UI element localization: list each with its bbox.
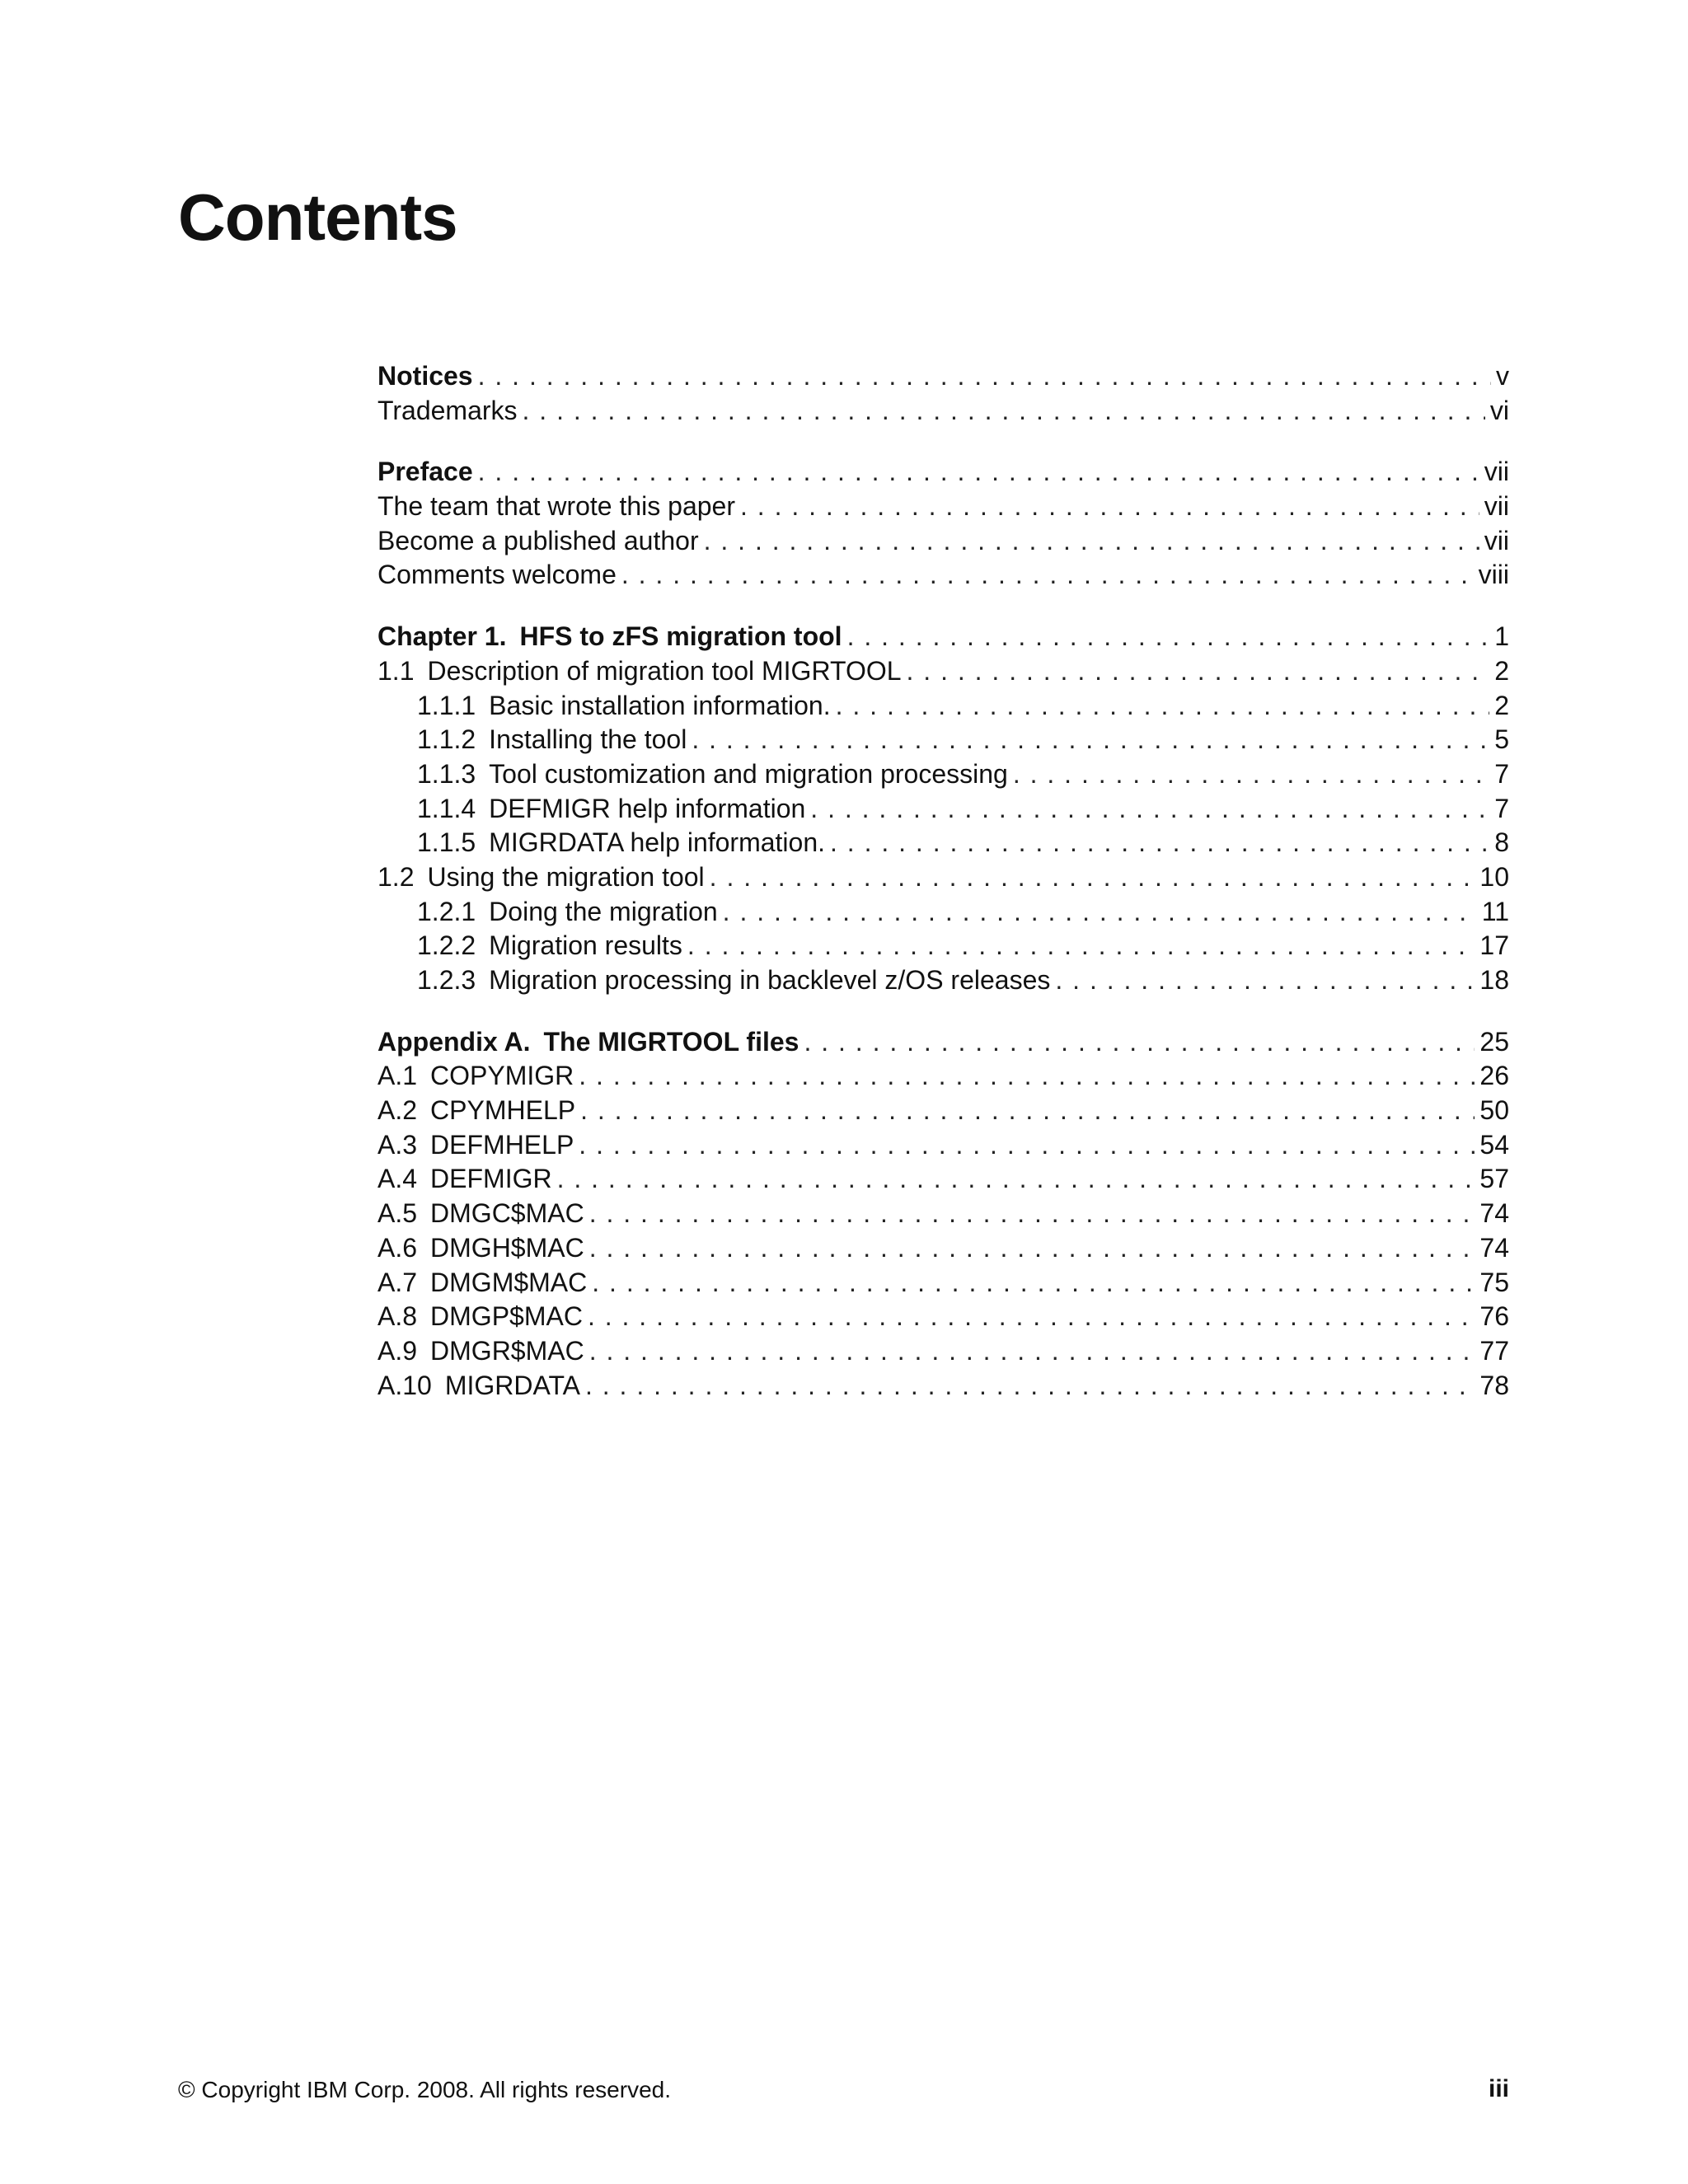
toc-dot-leader — [804, 1025, 1475, 1060]
toc-entry[interactable] — [377, 1369, 1509, 1404]
toc-entry-label: The MIGRTOOL files — [543, 1026, 799, 1057]
toc-entry-page-number: 78 — [1479, 1370, 1509, 1400]
toc-entry-number: A.9 — [377, 1335, 418, 1366]
toc-entry-number: A.5 — [377, 1198, 418, 1229]
toc-entry-page-number: 18 — [1479, 965, 1509, 995]
toc-entry-page-number: 8 — [1494, 827, 1509, 858]
toc-entry-label: DMGC$MAC — [430, 1198, 584, 1229]
toc-entry-page-number: 11 — [1481, 896, 1509, 926]
toc-entry-number: A.4 — [377, 1164, 418, 1194]
toc-entry-label: DEFMHELP — [430, 1129, 574, 1160]
toc-entry[interactable] — [377, 860, 1509, 895]
toc-dot-leader — [692, 723, 1489, 757]
toc-entry[interactable] — [377, 455, 1509, 490]
toc-entry-label: Using the migration tool — [427, 861, 705, 892]
toc-entry-label: Installing the tool — [489, 724, 687, 755]
toc-dot-leader — [830, 826, 1489, 860]
toc-group — [377, 620, 1509, 998]
toc-entry[interactable] — [377, 929, 1509, 963]
toc-entry-label: DEFMIGR — [430, 1164, 552, 1194]
toc-entry-page-number: 17 — [1479, 930, 1509, 961]
toc-entry[interactable] — [377, 1128, 1509, 1163]
toc-entry-page-number: 1 — [1494, 621, 1509, 652]
toc-entry[interactable] — [377, 1266, 1509, 1301]
toc-entry-number: 1.2.1 — [417, 896, 476, 926]
toc-entry[interactable] — [377, 620, 1509, 654]
toc-entry-number: A.10 — [377, 1370, 432, 1400]
toc-entry-label: The team that wrote this paper — [377, 491, 735, 522]
toc-dot-leader — [478, 455, 1479, 490]
toc-entry[interactable] — [377, 654, 1509, 689]
toc-entry-number: A.2 — [377, 1095, 418, 1126]
toc-entry-page-number: 7 — [1494, 758, 1509, 789]
toc-entry-number: 1.2.3 — [417, 965, 476, 995]
toc-entry-label: Migration results — [489, 930, 682, 961]
page-title: Contents — [178, 180, 457, 254]
toc-entry-page-number: 2 — [1494, 690, 1509, 720]
toc-entry-label: DMGH$MAC — [430, 1232, 584, 1263]
toc-dot-leader — [704, 524, 1479, 559]
toc-entry[interactable] — [377, 1334, 1509, 1369]
toc-entry-number: 1.1.2 — [417, 724, 476, 755]
toc-entry-label: DMGP$MAC — [430, 1301, 583, 1332]
toc-entry-label: Notices — [377, 361, 473, 391]
toc-entry[interactable] — [377, 490, 1509, 524]
toc-entry[interactable] — [377, 723, 1509, 757]
toc-dot-leader — [847, 620, 1490, 654]
toc-entry[interactable] — [377, 524, 1509, 559]
toc-entry-page-number: 74 — [1479, 1198, 1509, 1229]
toc-dot-leader — [621, 558, 1474, 593]
toc-entry[interactable] — [377, 1231, 1509, 1266]
toc-entry-page-number: 74 — [1479, 1232, 1509, 1263]
toc-dot-leader — [580, 1094, 1475, 1128]
toc-dot-leader — [710, 860, 1475, 895]
toc-entry-number: A.7 — [377, 1267, 418, 1297]
toc-entry[interactable] — [377, 1300, 1509, 1334]
toc-dot-leader — [810, 792, 1489, 827]
toc-entry-page-number: 50 — [1479, 1095, 1509, 1126]
toc-entry-page-number: 25 — [1479, 1026, 1509, 1057]
toc-entry-page-number: 7 — [1494, 793, 1509, 823]
toc-entry[interactable] — [377, 895, 1509, 930]
toc-entry-number: Chapter 1. — [377, 621, 507, 652]
toc-entry-label: Preface — [377, 457, 473, 487]
toc-dot-leader — [592, 1266, 1475, 1301]
toc-entry-label: Comments welcome — [377, 560, 617, 590]
toc-entry-page-number: 54 — [1479, 1129, 1509, 1160]
toc-dot-leader — [523, 394, 1485, 429]
toc-dot-leader — [579, 1059, 1475, 1094]
toc-entry[interactable] — [377, 1197, 1509, 1231]
toc-entry-label: MIGRDATA help information. — [489, 827, 826, 858]
toc-entry[interactable] — [377, 1025, 1509, 1060]
toc-group — [377, 1025, 1509, 1404]
toc-entry-label: DMGR$MAC — [430, 1335, 584, 1366]
toc-entry-label: Trademarks — [377, 395, 518, 425]
footer-copyright: © Copyright IBM Corp. 2008. All rights reserved. — [178, 2077, 671, 2102]
toc-entry[interactable] — [377, 963, 1509, 998]
toc-entry[interactable] — [377, 757, 1509, 792]
toc-entry-label: CPYMHELP — [430, 1095, 576, 1126]
table-of-contents — [377, 359, 1509, 1430]
toc-dot-leader — [589, 1334, 1475, 1369]
toc-entry-label: DEFMIGR help information — [489, 793, 806, 823]
toc-dot-leader — [1013, 757, 1489, 792]
toc-group — [377, 359, 1509, 428]
toc-dot-leader — [836, 689, 1490, 724]
toc-dot-leader — [588, 1300, 1475, 1334]
toc-entry-number: 1.1.5 — [417, 827, 476, 858]
toc-entry-page-number: vii — [1484, 457, 1509, 487]
toc-entry[interactable] — [377, 558, 1509, 593]
toc-entry-label: HFS to zFS migration tool — [519, 621, 842, 652]
toc-entry-page-number: 77 — [1479, 1335, 1509, 1366]
footer-page-number: iii — [1488, 2075, 1509, 2102]
toc-dot-leader — [478, 359, 1491, 394]
toc-dot-leader — [589, 1231, 1475, 1266]
toc-entry-page-number: 26 — [1479, 1061, 1509, 1091]
toc-entry[interactable] — [377, 359, 1509, 394]
toc-entry-number: 1.1.4 — [417, 793, 476, 823]
toc-entry-page-number: 75 — [1479, 1267, 1509, 1297]
toc-entry-number: 1.1.1 — [417, 690, 476, 720]
toc-entry-label: MIGRDATA — [444, 1370, 580, 1400]
toc-entry-number: 1.2.2 — [417, 930, 476, 961]
toc-entry[interactable] — [377, 1162, 1509, 1197]
toc-entry-number: A.6 — [377, 1232, 418, 1263]
toc-entry-page-number: 76 — [1479, 1301, 1509, 1332]
toc-entry-label: COPYMIGR — [430, 1061, 574, 1091]
toc-entry[interactable] — [377, 1059, 1509, 1094]
toc-entry-number: A.3 — [377, 1129, 418, 1160]
toc-dot-leader — [589, 1197, 1475, 1231]
toc-entry-page-number: 57 — [1479, 1164, 1509, 1194]
toc-entry-label: Basic installation information. — [489, 690, 831, 720]
toc-dot-leader — [585, 1369, 1475, 1404]
toc-entry-number: 1.2 — [377, 861, 415, 892]
toc-entry-page-number: v — [1496, 361, 1509, 391]
toc-entry-number: A.8 — [377, 1301, 418, 1332]
toc-entry-page-number: 5 — [1494, 724, 1509, 755]
toc-entry-number: Appendix A. — [377, 1026, 531, 1057]
toc-dot-leader — [907, 654, 1490, 689]
toc-dot-leader — [1055, 963, 1475, 998]
toc-dot-leader — [723, 895, 1477, 930]
toc-entry-label: Doing the migration — [489, 896, 718, 926]
toc-entry-label: DMGM$MAC — [430, 1267, 588, 1297]
toc-group — [377, 455, 1509, 593]
toc-entry-number: A.1 — [377, 1061, 418, 1091]
toc-dot-leader — [740, 490, 1479, 524]
toc-entry[interactable] — [377, 689, 1509, 724]
toc-entry-label: Description of migration tool MIGRTOOL — [427, 655, 902, 686]
toc-entry-label: Migration processing in backlevel z/OS releases — [489, 965, 1051, 995]
toc-entry[interactable] — [377, 826, 1509, 860]
toc-entry-page-number: viii — [1478, 560, 1509, 590]
toc-dot-leader — [687, 929, 1475, 963]
toc-entry-number: 1.1 — [377, 655, 415, 686]
toc-entry-page-number: vi — [1489, 395, 1509, 425]
toc-entry-label: Become a published author — [377, 525, 699, 555]
toc-entry-page-number: vii — [1484, 525, 1509, 555]
toc-entry[interactable] — [377, 1094, 1509, 1128]
toc-entry-page-number: 2 — [1494, 655, 1509, 686]
toc-dot-leader — [579, 1128, 1475, 1163]
toc-entry-page-number: vii — [1484, 491, 1509, 522]
toc-entry-number: 1.1.3 — [417, 758, 476, 789]
toc-entry-page-number: 10 — [1479, 861, 1509, 892]
toc-dot-leader — [557, 1162, 1475, 1197]
toc-entry-label: Tool customization and migration processing — [489, 758, 1008, 789]
toc-entry[interactable] — [377, 394, 1509, 429]
toc-entry[interactable] — [377, 792, 1509, 827]
